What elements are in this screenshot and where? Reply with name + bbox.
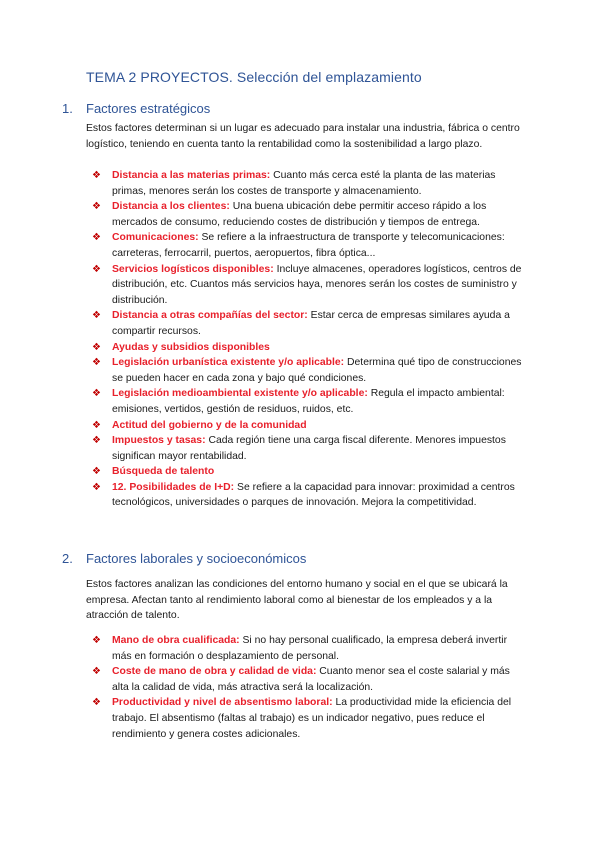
list-item — [92, 664, 528, 695]
bullet-icon: ❖ — [92, 481, 101, 493]
list-item — [92, 386, 528, 417]
section-2-heading — [62, 551, 306, 566]
list-item — [92, 199, 528, 230]
list-item — [92, 340, 528, 356]
bullet-icon: ❖ — [92, 419, 101, 431]
bullet-icon: ❖ — [92, 170, 101, 181]
list-item — [92, 433, 528, 464]
document-title: TEMA 2 PROYECTOS. Selección del emplazamiento — [86, 69, 422, 85]
item-text: Se refiere a la capacidad para innovar: proximidad a centros tecnológicos, universidades o parques de innovación. Mejora la competitividad. — [112, 481, 515, 509]
section-2-number: 2. — [62, 551, 73, 566]
list-item — [92, 464, 528, 480]
item-label: Actitud del gobierno y de la comunidad — [112, 419, 307, 431]
item-text: Una buena ubicación debe permitir acceso rápido a los mercados de consumo, reduciendo costes de distribución y tiempos de entrega. — [112, 201, 487, 228]
bullet-icon: ❖ — [92, 263, 101, 275]
item-label: Distancia a los clientes: — [112, 201, 230, 213]
item-text: Estar cerca de empresas similares ayuda a compartir recursos. — [112, 310, 510, 337]
section-1-heading — [62, 101, 210, 116]
bullet-icon: ❖ — [92, 388, 101, 400]
item-label: 12. Posibilidades de I+D: — [112, 481, 235, 493]
section-1-intro: Estos factores determinan si un lugar es adecuado para instalar una industria, fábrica o centro logístico, teniendo en cuenta tanto la rentabilidad como la sostenibilidad a largo plazo. — [86, 123, 520, 150]
item-text: Cuanto menor sea el coste salarial y más alta la calidad de vida, más atractiva será la localización. — [112, 666, 510, 693]
item-label: Impuestos y tasas: — [112, 435, 206, 447]
item-label: Distancia a las materias primas: — [112, 170, 271, 181]
item-text: La productividad mide la eficiencia del trabajo. El absentismo (faltas al trabajo) es un indicador negativo, pues reduce el rendimiento y genera costes adicionales. — [112, 697, 512, 740]
list-item — [92, 695, 528, 742]
item-label: Búsqueda de talento — [112, 466, 215, 478]
bullet-icon: ❖ — [92, 341, 101, 353]
item-text: Se refiere a la infraestructura de transporte y telecomunicaciones: carreteras, ferrocarril, puertos, aeropuertos, fibra óptica... — [112, 232, 505, 259]
item-label: Coste de mano de obra y calidad de vida: — [112, 666, 317, 678]
item-text: Cuanto más cerca esté la planta de las materias primas, menores serán los costes de transporte y almacenamiento. — [112, 170, 496, 197]
item-label: Servicios logísticos disponibles: — [112, 263, 274, 275]
section-2-intro: Estos factores analizan las condiciones del entorno humano y social en el que se ubicará la empresa. Afectan tanto al rendimiento laboral como al bienestar de los empleados y a la atracción de talento. — [86, 579, 508, 622]
bullet-icon: ❖ — [92, 435, 101, 447]
item-text: Determina qué tipo de construcciones se pueden hacer en cada zona y bajo qué condiciones. — [112, 357, 522, 384]
list-item — [92, 262, 528, 309]
bullet-icon: ❖ — [92, 357, 101, 369]
list-item — [92, 418, 528, 434]
item-label: Legislación urbanística existente y/o aplicable: — [112, 357, 345, 369]
list-item — [92, 480, 528, 511]
section-1-list — [92, 168, 528, 511]
bullet-icon: ❖ — [92, 310, 101, 322]
item-text: Si no hay personal cualificado, la empresa deberá invertir más en formación o desplazamiento de personal. — [112, 635, 508, 662]
list-item — [92, 355, 528, 386]
section-2-list — [92, 633, 528, 742]
item-label: Legislación medioambiental existente y/o aplicable: — [112, 388, 368, 400]
section-1-title: Factores estratégicos — [86, 101, 211, 116]
item-label: Distancia a otras compañías del sector: — [112, 310, 308, 322]
item-text: Cada región tiene una carga fiscal diferente. Menores impuestos significan mayor rentabilidad. — [112, 435, 506, 462]
section-1-number: 1. — [62, 101, 73, 116]
item-text: Regula el impacto ambiental: emisiones, vertidos, gestión de residuos, ruidos, etc. — [112, 388, 505, 415]
list-item — [92, 168, 528, 199]
item-text: Incluye almacenes, operadores logísticos, centros de distribución, etc. Cuantos más servicios haya, menores serán los costes de suministro y distribución. — [112, 263, 522, 306]
bullet-icon: ❖ — [92, 666, 101, 678]
bullet-icon: ❖ — [92, 232, 101, 244]
bullet-icon: ❖ — [92, 697, 101, 709]
item-label: Comunicaciones: — [112, 232, 199, 244]
bullet-icon: ❖ — [92, 466, 101, 478]
item-label: Productividad y nivel de absentismo laboral: — [112, 697, 333, 709]
item-label: Mano de obra cualificada: — [112, 635, 240, 646]
list-item — [92, 633, 528, 664]
bullet-icon: ❖ — [92, 635, 101, 646]
bullet-icon: ❖ — [92, 201, 101, 213]
list-item — [92, 308, 528, 339]
list-item — [92, 230, 528, 261]
item-label: Ayudas y subsidios disponibles — [112, 341, 270, 353]
section-2-title: Factores laborales y socioeconómicos — [86, 551, 307, 566]
